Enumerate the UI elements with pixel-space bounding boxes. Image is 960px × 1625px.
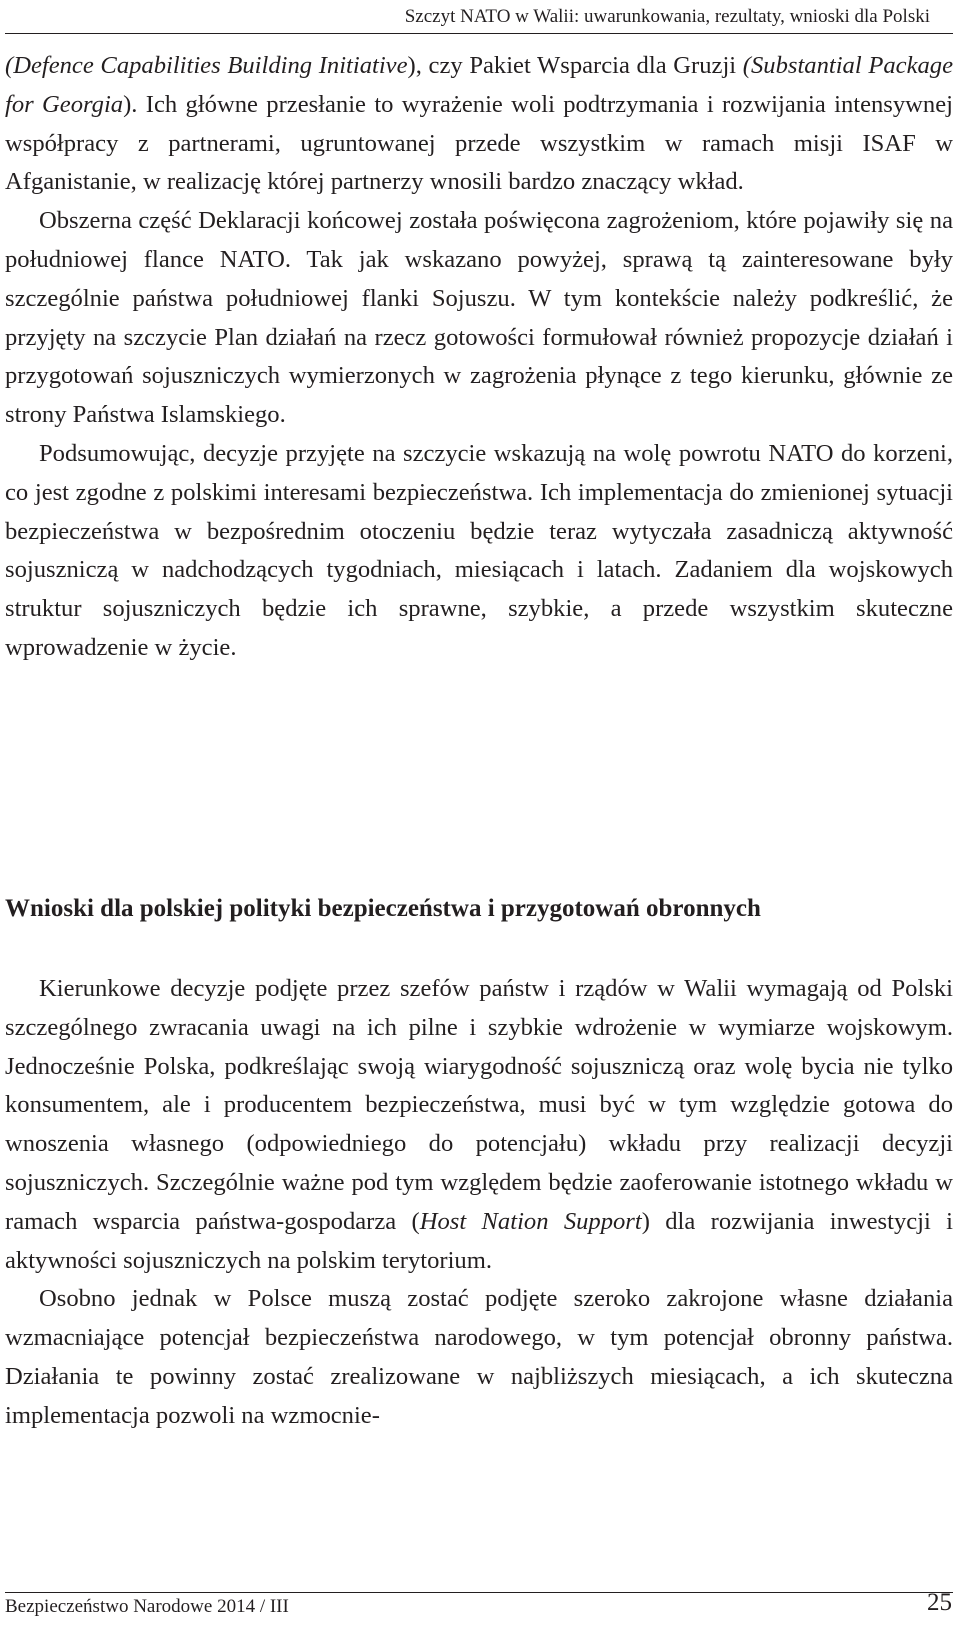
term-host-nation-support: Host Nation Support [419, 1207, 642, 1235]
page-number: 25 [927, 1589, 952, 1616]
paragraph-southern-flank: Obszerna część Deklaracji końcowej została poświęcona zagrożeniom, które pojawiły się na południowej flance NATO. Tak jak wskazano powyżej, sprawą tą zainteresowane były szczególnie państwa południowej flanki Sojuszu. W tym kontekście należy podkreślić, że przyjęty na szczycie Plan działań na rzecz gotowości formułował również propozycje działań i przygotowań sojuszniczych wymierzonych w zagrożenia płynące z tego kierunku, głównie ze strony Państwa Islamskiego. [5, 207, 953, 429]
running-header: Szczyt NATO w Walii: uwarunkowania, rezultaty, wnioski dla Polski [404, 6, 930, 27]
term-dcbi: (Defence Capabilities Building Initiative [5, 52, 408, 79]
paragraph-text: Kierunkowe decyzje podjęte przez szefów państw i rządów w Walii wymagają od Polski szczególnego zwracania uwagi na ich pilne i szybkie wdrożenie w wymiarze wojskowym. Jednocześnie Polska, podkreślając swoją wiarygodność sojuszniczą oraz wolę bycia nie tylko konsumentem, ale i producentem bezpieczeństwa, musi być w tym względzie gotowa do wnoszenia własnego (odpowiedniego do potencjału) wkładu przy realizacji decyzji sojuszniczych. Szczególnie ważne pod tym względem będzie zaoferowanie istotnego wkładu w ramach wsparcia państwa-gospodarza ( [5, 975, 953, 1235]
paragraph-text: ), czy Pakiet Wsparcia dla Gruzji [407, 52, 743, 79]
section-heading: Wnioski dla polskiej polityki bezpieczeństwa i przygotowań obronnych [5, 895, 761, 922]
paragraph-summary: Podsumowując, decyzje przyjęte na szczycie wskazują na wolę powrotu NATO do korzeni, co jest zgodne z polskimi interesami bezpieczeństwa. Ich implementacja do zmienionej sytuacji bezpieczeństwa w bezpośrednim otoczeniu będzie teraz wytyczała zasadniczą aktywność sojuszniczą w nadchodzących tygodniach, miesiącach i latach. Zadaniem dla wojskowych struktur sojuszniczych będzie ich sprawne, szybkie, a przede wszystkim skuteczne wprowadzenie w życie. [5, 439, 953, 661]
paragraph-national-actions: Osobno jednak w Polsce muszą zostać podjęte szeroko zakrojone własne działania wzmacniające potencjał bezpieczeństwa narodowego, w tym potencjał obronny państwa. Działania te powinny zostać zrealizowane w najbliższych miesiącach, a ich skuteczna implementacja pozwoli na wzmocnie- [5, 1285, 953, 1429]
paragraph-partnership [5, 47, 953, 202]
footer-rule [5, 1592, 953, 1593]
paragraph-text: ) dla rozwijania inwestycji i aktywności sojuszniczych na polskim terytorium. [5, 1207, 954, 1274]
term-substantial-package: (Substantial Package for Georgia [5, 52, 954, 118]
paragraph-poland-decisions [5, 970, 953, 1280]
paragraph-text: ). Ich główne przesłanie to wyrażenie woli podtrzymania i rozwijania intensywnej współpracy z partnerami, ugruntowanej przede wszystkim w ramach misji ISAF w Afganistanie, w realizację której partnerzy wnosili bardzo znaczący wkład. [5, 90, 953, 196]
body-section-conclusions [5, 970, 953, 1436]
body-section-summit [5, 47, 953, 668]
footer-journal: Bezpieczeństwo Narodowe 2014 / III [5, 1596, 289, 1617]
header-rule [5, 33, 953, 34]
